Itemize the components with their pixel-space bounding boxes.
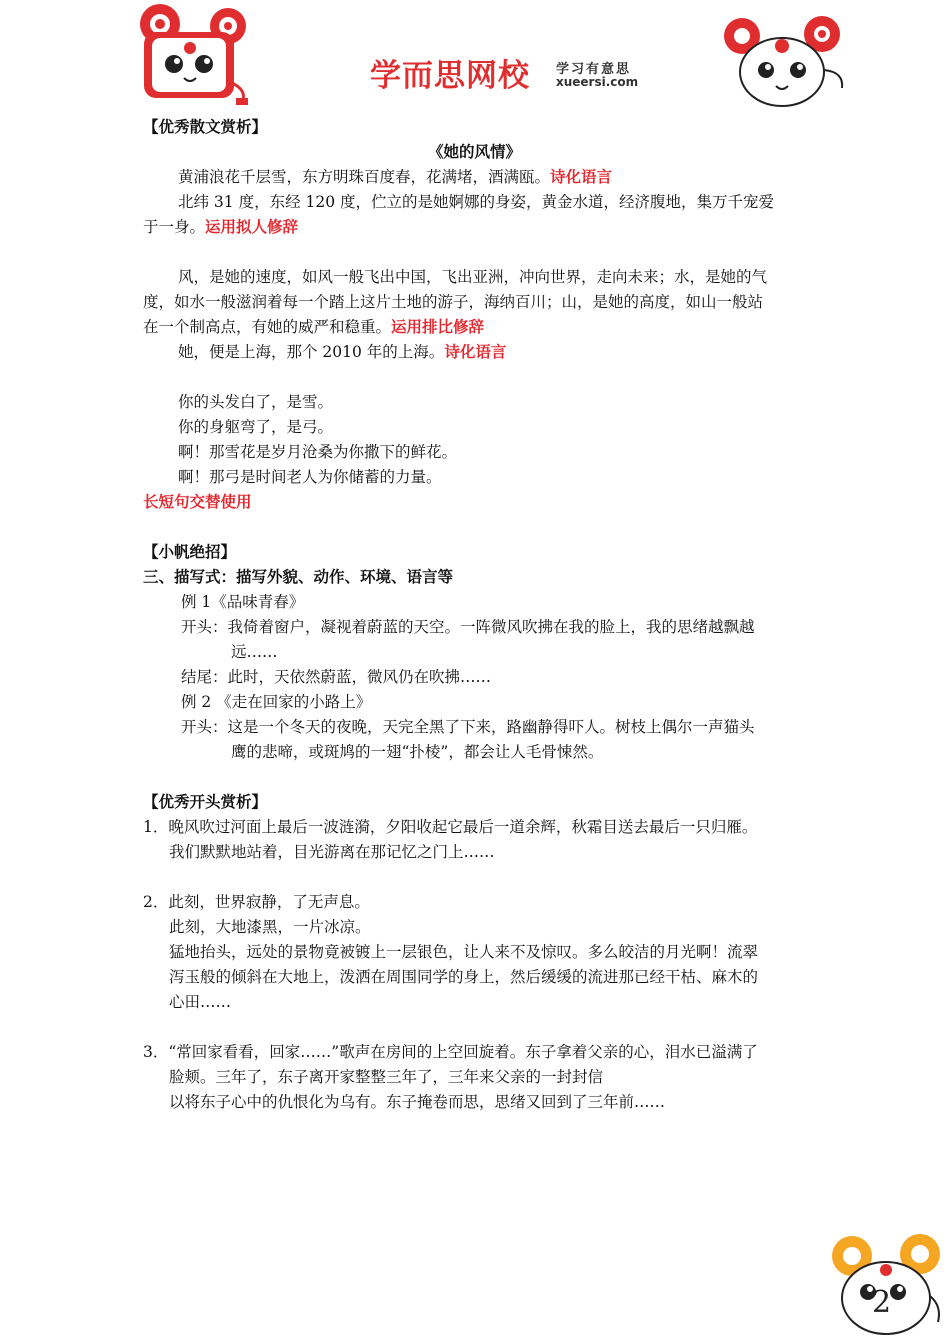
- poem-line-4: 啊！那弓是时间老人为你储蓄的力量。: [178, 468, 442, 486]
- paragraph-1-note: 诗化语言: [550, 168, 613, 186]
- section-heading-prose: 【优秀散文赏析】: [143, 118, 268, 136]
- opening-3-line-1: 3．“常回家看看，回家……”歌声在房间的上空回旋着。东子拿着父亲的心，泪水已溢满了: [143, 1043, 758, 1061]
- brand-logo-text: 学而思网校: [370, 58, 530, 94]
- brand-domain: xueersi.com: [556, 75, 639, 89]
- opening-1-line-2: 我们默默地站着，目光游离在那记忆之门上……: [169, 843, 495, 861]
- mascot-left-icon: [130, 2, 260, 107]
- poem-line-3: 啊！那雪花是岁月沧桑为你撒下的鲜花。: [178, 443, 458, 461]
- tips-subheading: 三、描写式：描写外貌、动作、环境、语言等: [143, 568, 454, 586]
- paragraph-1-text: 黄浦浪花千层雪，东方明珠百度春，花满堵，酒满瓯。: [178, 168, 551, 186]
- paragraph-3-note: 运用排比修辞: [391, 318, 485, 336]
- mascot-right-icon: [718, 12, 850, 112]
- essay-title: 《她的风情》: [428, 143, 522, 161]
- paragraph-2-note: 运用拟人修辞: [205, 218, 299, 236]
- paragraph-3-text: 在一个制高点，有她的威严和稳重。: [143, 318, 392, 336]
- page-number: 2: [872, 1285, 892, 1320]
- paragraph-2-line-1: 北纬 31 度，东经 120 度，伫立的是她婀娜的身姿，黄金水道，经济腹地，集万千宠爱: [178, 193, 775, 211]
- example-2-opening-line-1: 开头：这是一个冬天的夜晚，天完全黑了下来，路幽静得吓人。树枝上偶尔一声猫头: [181, 718, 755, 736]
- opening-2-line-1: 2．此刻，世界寂静，了无声息。: [143, 893, 370, 911]
- example-1-opening-line-2: 远……: [231, 643, 278, 661]
- paragraph-2-line-2: [143, 217, 298, 237]
- opening-3-line-3: 以将东子心中的仇恨化为乌有。东子掩卷而思，思绪又回到了三年前……: [169, 1093, 666, 1111]
- opening-2-line-2: 此刻，大地漆黑，一片冰凉。: [169, 918, 371, 936]
- section-heading-tips: 【小帆绝招】: [143, 543, 237, 561]
- paragraph-4-note: 诗化语言: [444, 343, 507, 361]
- example-1-title: 例 1《品味青春》: [181, 593, 305, 611]
- example-1-ending: 结尾：此时，天依然蔚蓝，微风仍在吹拂……: [181, 668, 492, 686]
- mascot-footer-icon: [828, 1226, 946, 1338]
- opening-2-line-5: 心田……: [169, 993, 232, 1011]
- paragraph-3-line-1: 风，是她的速度，如风一般飞出中国，飞出亚洲，冲向世界，走向未来；水，是她的气: [178, 268, 768, 286]
- paragraph-3-line-3: [143, 317, 484, 337]
- opening-2-line-4: 泻玉般的倾斜在大地上，泼洒在周围同学的身上，然后缓缓的流进那已经干枯、麻木的: [169, 968, 759, 986]
- opening-3-line-2: 脸颊。三年了，东子离开家整整三年了，三年来父亲的一封封信: [169, 1068, 604, 1086]
- poem-note: 长短句交替使用: [143, 493, 252, 511]
- paragraph-3-line-2: 度，如水一般滋润着每一个踏上这片土地的游子，海纳百川；山，是她的高度，如山一般站: [143, 293, 764, 311]
- paragraph-4: [178, 342, 506, 362]
- example-2-opening-line-2: 鹰的悲啼，或斑鸠的一翅“扑棱”，都会让人毛骨悚然。: [231, 743, 604, 761]
- section-heading-openings: 【优秀开头赏析】: [143, 793, 268, 811]
- brand-slogan: 学习有意思: [556, 62, 632, 77]
- poem-line-1: 你的头发白了，是雪。: [178, 393, 334, 411]
- paragraph-1: [178, 167, 612, 187]
- poem-line-2: 你的身躯弯了，是弓。: [178, 418, 334, 436]
- paragraph-2-text: 于一身。: [143, 218, 206, 236]
- opening-1-line-1: 1．晚风吹过河面上最后一波涟漪，夕阳收起它最后一道余辉，秋霜目送去最后一只归雁。: [143, 818, 758, 836]
- paragraph-4-text: 她，便是上海，那个 2010 年的上海。: [178, 343, 445, 361]
- example-2-title: 例 2 《走在回家的小路上》: [181, 693, 372, 711]
- opening-2-line-3: 猛地抬头，远处的景物竟被镀上一层银色，让人来不及惊叹。多么皎洁的月光啊！流翠: [169, 943, 759, 961]
- example-1-opening-line-1: 开头：我倚着窗户，凝视着蔚蓝的天空。一阵微风吹拂在我的脸上，我的思绪越飘越: [181, 618, 755, 636]
